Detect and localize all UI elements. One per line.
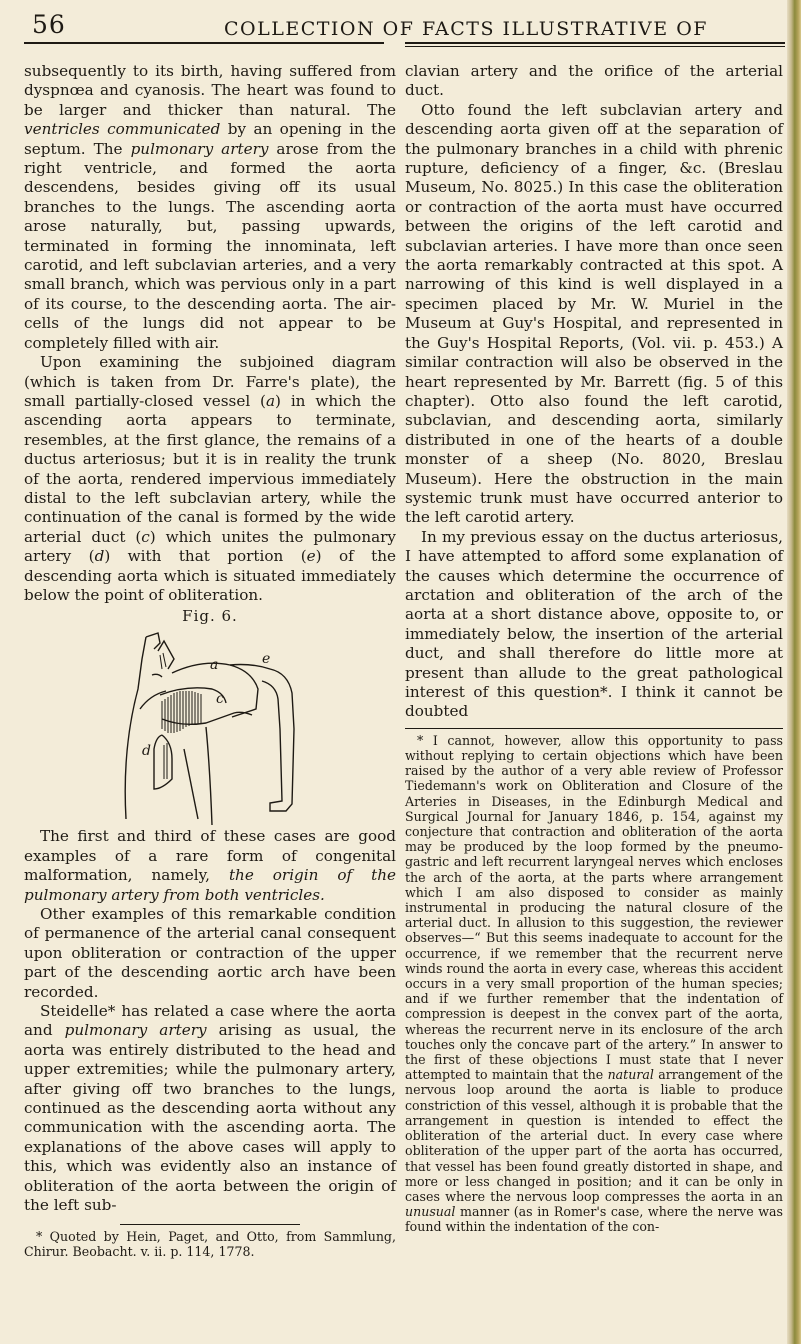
text-run: ) of the descending aorta which is situated immediately below the point of obliteration. bbox=[24, 547, 397, 604]
italic-run: natural bbox=[607, 1067, 654, 1083]
page-header bbox=[32, 6, 792, 46]
italic-run: pulmonary artery bbox=[130, 139, 269, 158]
left-footnote: * Quoted by Hein, Paget, and Otto, from Sammlung, Chirur. Beobacht. v. ii. p. 114, 1778. bbox=[24, 1228, 396, 1259]
text-run: ) with that portion ( bbox=[104, 547, 307, 566]
left-footnote-rule bbox=[120, 1224, 300, 1225]
left-paragraph-5 bbox=[24, 1002, 396, 1215]
text-run: subsequently to its birth, having suffered from dyspnœa and cyanosis. The heart was found to be larger and thicker than natural. The bbox=[24, 62, 396, 119]
text-run: Steidelle* has related a case where the aorta and bbox=[24, 1002, 396, 1040]
label-c: c bbox=[216, 691, 224, 708]
outline-right bbox=[206, 727, 212, 825]
right-footnote-rule bbox=[405, 728, 783, 729]
header-rule-right-thin bbox=[405, 46, 785, 47]
italic-run: c bbox=[141, 527, 150, 546]
italic-run: d bbox=[94, 547, 105, 566]
running-title: COLLECTION OF FACTS ILLUSTRATIVE OF bbox=[224, 18, 708, 40]
left-paragraph-2 bbox=[24, 353, 396, 605]
text-run: * I cannot, however, allow this opportunity to pass without replying to certain objections which have been raised by the author of a very able review of Professor Tiedemann's work on Obliteration and Closure of the Arteries in Diseases, in the Edinburgh Medical and Surgical Journal for January 1846, p. 154, against my conjecture that contraction and obliteration of the aorta may be produced by the loop formed by the pneumo-gastric and left recurrent laryngeal nerves which encloses the arch of the aorta, at the parts where arrangement which I am also disposed to consider as mainly instrumental in producing the natural closure of the arterial duct. In allusion to this suggestion, the reviewer observes—“ But this seems inadequate to account for the occurrence, if we remember that the recurrent nerve winds round the aorta in every case, whereas this accident occurs in a very small proportion of the human species; and if we further remember that the indentation of compression is deepest in the convex part of the aorta, whereas the recurrent nerve in its enclosure of the arch touches only the concave part of the artery.” In answer to the first of these objections I must state that I never attempted to maintain that the bbox=[405, 732, 783, 1083]
label-d: d bbox=[142, 743, 151, 760]
vessel-top-left bbox=[146, 633, 160, 649]
outline-right-inner bbox=[184, 749, 198, 819]
italic-run: a bbox=[265, 391, 276, 410]
right-paragraph-1 bbox=[405, 62, 783, 101]
text-run: by an opening in the septum. The bbox=[24, 120, 396, 158]
outline-left bbox=[125, 637, 146, 819]
figure-caption: Fig. 6. bbox=[182, 607, 238, 626]
italic-run: pulmonary artery bbox=[64, 1021, 207, 1040]
header-rule-left bbox=[24, 42, 384, 44]
text-run: Other examples of this remarkable condition of permanence of the arterial canal consequent upon obliteration or contraction of the upper part of the descending aortic arch have been recorded. bbox=[24, 905, 396, 1001]
text-run: ) in which the ascending aorta appears to terminate, resembles, at the first glance, the remains of a ductus arteriosus; but it is in reality the trunk of the aorta, rendered impervious immediately distal to the left subclavian artery, while the continuation of the canal is formed by the wide arterial duct ( bbox=[24, 391, 396, 546]
heart-diagram bbox=[102, 629, 318, 827]
right-footnote bbox=[405, 733, 783, 1235]
text-run: arose from the right ventricle, and formed the aorta descendens, besides giving off its usual branches to the lungs. The ascending aorta arose naturally, but, passing upwards, terminated in forming the innominata, left carotid, and left subclavian arteries, and a very small branch, which was pervious only in a part of its course, to the descending aorta. The air-cells of the lungs did not appear to be completely filled with air. bbox=[24, 139, 396, 352]
italic-run: unusual bbox=[405, 1204, 456, 1220]
text-run: Upon examining the subjoined diagram (which is taken from Dr. Farre's plate), the small partially-closed vessel ( bbox=[24, 353, 396, 410]
text-run: arising as usual, the aorta was entirely distributed to the head and upper extremities; while the pulmonary artery, after giving off two branches to the lungs, continued as the descending aorta without any communication with the ascending aorta. The explanations of the above cases will apply to this, which was evidently also an instance of obliteration of the aorta between the origin of the left sub- bbox=[24, 1021, 396, 1215]
header-rule-right bbox=[405, 42, 785, 44]
figure-6 bbox=[24, 629, 396, 827]
right-paragraph-2 bbox=[405, 101, 783, 528]
text-run: manner (as in Romer's case, where the nerve was found within the indentation of the con- bbox=[405, 1204, 783, 1235]
label-e: e bbox=[262, 651, 271, 668]
text-run: The first and third of these cases are good examples of a rare form of congenital malformation, namely, bbox=[24, 827, 396, 885]
right-paragraph-3 bbox=[405, 528, 783, 722]
left-paragraph-1 bbox=[24, 62, 396, 353]
right-column bbox=[405, 62, 783, 1235]
text-run: arrangement of the nervous loop around the aorta is liable to produce constriction of this vessel, although it is probable that the arrangement in question is intended to effect the obliteration of the arterial duct. In every case where obliteration of the upper part of the aorta has occurred, that vessel has been found greatly distorted in shape, and more or less changed in position; and it can be only in cases where the nervous loop compresses the aorta in an bbox=[405, 1067, 783, 1204]
italic-run: e bbox=[306, 547, 316, 566]
italic-run: the origin of the pulmonary artery from both ventricles. bbox=[24, 866, 396, 904]
left-paragraph-4 bbox=[24, 905, 396, 1002]
italic-run: ventricles communicated bbox=[24, 120, 221, 139]
page-number: 56 bbox=[32, 10, 66, 39]
text-run: Otto found the left subclavian artery and descending aorta given off at the separation of the pulmonary branches in a child with phrenic rupture, deficiency of a finger, &c. (Breslau Museum, No. 8025.) In this case the obliteration or contraction of the aorta must have occurred between the origins of the left carotid and subclavian arteries. I have more than once seen the aorta remarkably contracted at this spot. A narrowing of this kind is well displayed in a specimen placed by Mr. W. Muriel in the Museum at Guy's Hospital, and represented in the Guy's Hospital Reports, (Vol. vii. p. 453.) A similar contraction will also be observed in the heart represented by Mr. Barrett (fig. 5 of this chapter). Otto also found the left carotid, subclavian, and descending aorta, similarly distributed in one of the hearts of a double monster of a sheep (No. 8020, Breslau Museum). Here the obstruction in the main systemic trunk must have occurred anterior to the left carotid artery. bbox=[405, 100, 783, 527]
left-column bbox=[24, 62, 396, 1259]
text-run: clavian artery and the orifice of the arterial duct. bbox=[405, 62, 783, 100]
text-run: ) which unites the pulmonary artery ( bbox=[24, 527, 396, 566]
descending-aorta bbox=[230, 665, 294, 812]
pulmonary-artery-d bbox=[154, 735, 172, 789]
label-a: a bbox=[210, 657, 219, 674]
text-run: In my previous essay on the ductus arteriosus, I have attempted to afford some explanation of the causes which determine the occurrence of arctation and obliteration of the arch of the aorta at a short distance above, opposite to, or immediately below, the insertion of the arterial duct, and shall therefore do little more at present than allude to the great pathological interest of this question*. I think it cannot be doubted bbox=[405, 527, 783, 721]
binding-edge bbox=[787, 0, 801, 1344]
left-paragraph-3 bbox=[24, 827, 396, 905]
